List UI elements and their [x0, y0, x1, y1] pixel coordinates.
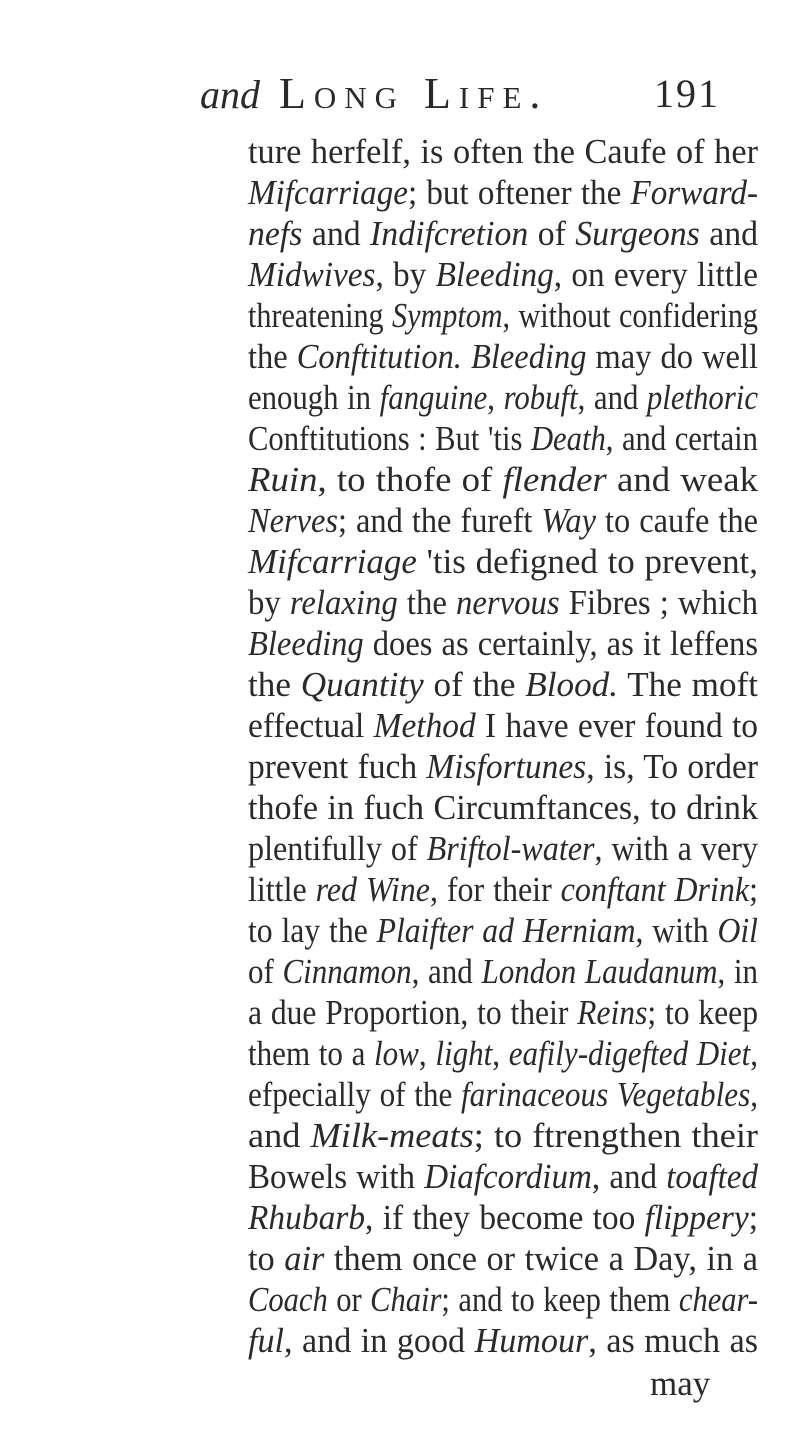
italic-run: Blood. — [525, 665, 619, 704]
text-run: them to a — [248, 1034, 375, 1073]
text-run: and weak — [606, 460, 758, 499]
text-run: ; — [749, 870, 758, 909]
text-line — [248, 1317, 758, 1365]
text-run: , with — [635, 911, 718, 950]
text-run: ; but oftener the — [407, 173, 631, 212]
italic-run: nefs — [248, 214, 303, 253]
text-run: , — [750, 1034, 758, 1073]
italic-run: Surgeons — [575, 214, 700, 253]
text-run: the — [397, 583, 457, 622]
italic-run: Ruin — [248, 460, 318, 499]
italic-run: Oil — [717, 911, 758, 950]
text-run: of the — [423, 665, 526, 704]
italic-run: farinaceous Vegetables — [461, 1075, 751, 1114]
text-run: , — [487, 378, 504, 417]
italic-run: Bleeding — [248, 624, 364, 663]
text-run: a due Proportion, to their — [248, 993, 578, 1032]
italic-run: Reins — [577, 993, 648, 1032]
text-run: of — [528, 214, 576, 253]
italic-run: Plaifter ad Herniam — [376, 911, 636, 950]
italic-run: Forward- — [630, 173, 758, 212]
text-run: enough in — [248, 378, 380, 417]
italic-run: Way — [541, 501, 597, 540]
italic-run: Symptom — [392, 296, 503, 335]
italic-run: Diafcordium — [424, 1157, 592, 1196]
italic-run: Midwives — [248, 255, 376, 294]
italic-run: relaxing — [289, 583, 398, 622]
text-run: effectual — [248, 706, 374, 745]
text-run: , without confidering — [502, 296, 758, 335]
italic-run: light — [435, 1034, 493, 1073]
text-run: I have ever found to — [475, 706, 758, 745]
text-run: , and in good — [284, 1321, 475, 1360]
italic-run: toafted — [666, 1157, 758, 1196]
italic-run: low — [374, 1034, 419, 1073]
italic-run: flippery — [644, 1198, 749, 1237]
italic-run: nervous — [456, 583, 560, 622]
italic-run: eafily-digefted Diet — [508, 1034, 751, 1073]
italic-run: Misfortunes — [426, 747, 587, 786]
italic-run: robuft — [503, 378, 578, 417]
text-run: , by — [375, 255, 436, 294]
italic-run: Death — [530, 419, 606, 458]
italic-run: Mifcarriage — [248, 542, 417, 581]
text-run: threatening — [248, 296, 393, 335]
italic-run: Indifcretion — [370, 214, 529, 253]
italic-run: Rhubarb — [248, 1198, 366, 1237]
italic-run: Conftitution. Bleeding — [296, 337, 587, 376]
italic-run: chear- — [678, 1280, 758, 1319]
text-run: , if they become too — [365, 1198, 645, 1237]
text-run: , is, To order — [586, 747, 758, 786]
text-run: efpecially of the — [248, 1075, 462, 1114]
catchword: may — [650, 1364, 711, 1403]
text-run: ture herfelf, is often the Caufe of her — [248, 132, 758, 171]
text-run: or — [327, 1280, 371, 1319]
italic-run: Chair — [370, 1280, 442, 1319]
italic-run: ful — [248, 1321, 285, 1360]
italic-run: fanguine — [379, 378, 488, 417]
italic-run: conftant Drink — [560, 870, 750, 909]
italic-run: London Laudanum — [481, 952, 718, 991]
text-run: , and — [411, 952, 482, 991]
text-run: , on every little — [553, 255, 758, 294]
text-run: the — [248, 665, 301, 704]
text-run: , — [418, 1034, 436, 1073]
italic-run: red Wine — [315, 870, 430, 909]
text-run: by — [248, 583, 290, 622]
text-run: prevent fuch — [248, 747, 427, 786]
text-run: the — [248, 337, 297, 376]
running-head-conjunction: and — [200, 72, 260, 117]
text-run: little — [248, 870, 316, 909]
italic-run: Briftol-water — [426, 829, 595, 868]
text-run: ; to keep — [647, 993, 758, 1032]
italic-run: Method — [373, 706, 476, 745]
text-run: Fibres ; which — [559, 583, 758, 622]
text-run: 'tis defigned to prevent, — [416, 542, 758, 581]
italic-run: plethoric — [646, 378, 758, 417]
text-run: ; and the fureft — [337, 501, 542, 540]
italic-run: Humour — [474, 1321, 589, 1360]
text-run: , for their — [429, 870, 561, 909]
text-run: to caufe the — [596, 501, 758, 540]
italic-run: Bleeding — [435, 255, 554, 294]
text-run: plentifully of — [248, 829, 427, 868]
text-run: thofe in fuch Circumftances, to drink — [248, 788, 758, 827]
italic-run: Milk-meats — [310, 1116, 474, 1155]
text-run: does as certainly, as it leffens — [363, 624, 758, 663]
text-run: The moft — [618, 665, 758, 704]
italic-run: Cinnamon — [282, 952, 412, 991]
text-run: of — [248, 952, 283, 991]
running-head-title: Long Life. — [279, 69, 549, 118]
text-run: , with a very — [594, 829, 758, 868]
text-run: , and — [577, 378, 647, 417]
page-number: 191 — [654, 71, 720, 116]
text-run: and — [699, 214, 758, 253]
text-run: , as much as — [588, 1321, 758, 1360]
text-run: to lay the — [248, 911, 377, 950]
italic-run: Nerves — [248, 501, 338, 540]
text-run: may do well — [586, 337, 758, 376]
italic-run: air — [284, 1239, 325, 1278]
text-run: Conftitutions : But 'tis — [248, 419, 531, 458]
text-run: Bowels with — [248, 1157, 425, 1196]
text-run: them once or twice a Day, in a — [324, 1239, 758, 1278]
italic-run: flender — [502, 460, 607, 499]
italic-run: Quantity — [300, 665, 424, 704]
text-run: , and certain — [605, 419, 758, 458]
italic-run: Coach — [248, 1280, 328, 1319]
text-run: , to thofe of — [317, 460, 503, 499]
text-run: , and — [591, 1157, 667, 1196]
text-run: ; and to keep them — [441, 1280, 679, 1319]
text-run: , — [750, 1075, 758, 1114]
text-run: and — [248, 1116, 311, 1155]
text-run: and — [302, 214, 371, 253]
text-run: ; to ftrengthen their — [473, 1116, 758, 1155]
text-run: ; — [748, 1198, 758, 1237]
text-run: , in — [717, 952, 758, 991]
italic-run: Mifcarriage — [248, 173, 408, 212]
text-run: , — [492, 1034, 509, 1073]
text-run: to — [248, 1239, 285, 1278]
running-head — [200, 64, 760, 124]
